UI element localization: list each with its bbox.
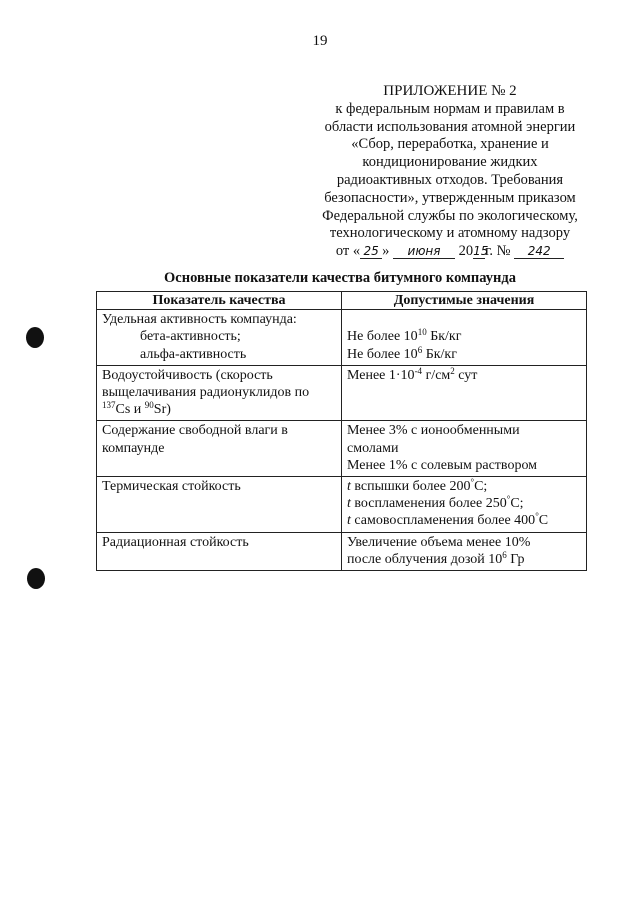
table-row [97,477,587,533]
value-cell [342,421,587,477]
table-row [97,532,587,570]
handwritten-year: 15 [473,244,489,259]
value-cell [342,532,587,570]
indicator-line: Водоустойчивость (скорость [102,367,273,383]
handwritten-order-number: 242 [514,245,564,259]
indicator-cell [97,310,342,366]
indicator-line: выщелачивания радионуклидов по [102,385,310,401]
table-row [97,421,587,477]
appendix-line: радиоактивных отходов. Требования [336,171,564,188]
table-row [97,310,587,366]
page-number: 19 [312,33,328,49]
value-cell [342,310,587,366]
order-date-close-quote: » [382,243,390,260]
table-row [97,365,587,421]
indicator-line: компаунде [102,440,165,456]
value-line: Не более $10^6$ Бк/кг [347,344,457,362]
indicator-line: Содержание свободной влаги в [102,423,288,439]
indicator-cell: Радиационная стойкость [97,532,342,570]
value-line: Увеличение объема менее 10% [347,534,531,550]
quality-table [96,291,587,571]
order-date-line [300,243,600,261]
appendix-line: «Сбор, переработка, хранение и [351,136,549,153]
punch-hole-mark [26,327,44,348]
value-line: Менее $1\cdot 10^{-4}$ $г/см^2$ сут [347,365,478,383]
table-title: Основные показатели качества битумного компаунда [164,270,516,286]
value-line: Менее 1% с солевым раствором [347,457,538,473]
value-line: после облучения дозой $10^6$ Гр [347,549,525,567]
value-line: смолами [347,440,399,456]
order-date-prefix: от « [335,243,361,260]
order-year-end: г. № [485,243,511,260]
indicator-line: Удельная активность компаунда: [102,312,297,328]
indicator-line: альфа-активность [140,346,247,362]
value-cell [342,365,587,421]
indicator-line: бета-активность; [140,329,241,345]
indicator-line: $^{137}$Cs и $^{90}$Sr) [102,400,171,418]
appendix-line: Федеральной службы по экологическому, [322,207,578,224]
value-line: Менее 3% с ионообменными [347,423,520,439]
appendix-line: кондиционирование жидких [362,154,538,171]
appendix-header [300,83,600,261]
value-cell [342,477,587,533]
appendix-line: технологическому и атомному надзору [329,225,571,242]
indicator-cell [97,421,342,477]
appendix-line: области использования атомной энергии [324,118,576,135]
value-line: t вспышки более 200°С; [347,477,488,495]
value-line: Не более $10^{10}$ Бк/кг [347,327,462,345]
end-rule-divider [277,570,397,571]
appendix-line: безопасности», утвержденным приказом [324,189,576,206]
appendix-line: к федеральным нормам и правилам в [335,100,565,117]
handwritten-month: июня [393,245,455,259]
punch-hole-mark [27,568,45,589]
handwritten-day: 25 [360,245,382,259]
indicator-cell [97,365,342,421]
order-year-prefix: 20 [458,243,474,260]
value-line: t самовоспламенения более 400°С [347,511,549,529]
appendix-title: ПРИЛОЖЕНИЕ № 2 [383,83,517,99]
column-header-indicator: Показатель качества [97,292,342,310]
column-header-values: Допустимые значения [342,292,587,310]
table-header-row [97,292,587,310]
indicator-cell: Термическая стойкость [97,477,342,533]
value-line: t воспламенения более 250°С; [347,494,524,512]
